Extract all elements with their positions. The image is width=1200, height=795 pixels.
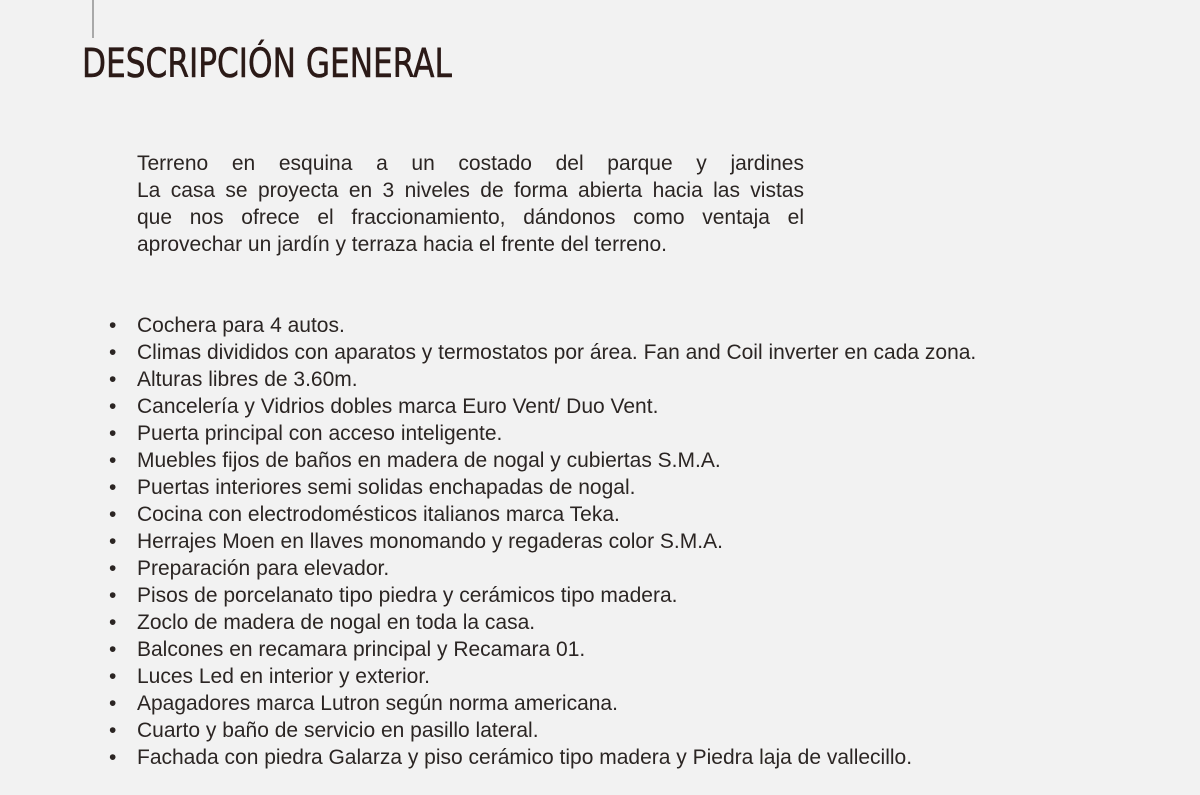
list-item bbox=[106, 339, 976, 366]
list-item-text: Luces Led en interior y exterior. bbox=[137, 665, 430, 688]
list-item-text: Zoclo de madera de nogal en toda la casa. bbox=[137, 611, 536, 634]
bullet-icon: • bbox=[109, 476, 117, 499]
list-item-text: Alturas libres de 3.60m. bbox=[137, 368, 358, 391]
bullet-icon: • bbox=[109, 746, 117, 769]
bullet-icon: • bbox=[109, 314, 117, 337]
list-item bbox=[106, 474, 976, 501]
accent-divider-line bbox=[92, 0, 94, 38]
list-item-text: Cochera para 4 autos. bbox=[137, 314, 345, 337]
list-item-text: Climas divididos con aparatos y termostatos por área. Fan and Coil inverter en cada zona. bbox=[137, 341, 977, 364]
list-item bbox=[106, 717, 976, 744]
bullet-icon: • bbox=[109, 665, 117, 688]
bullet-icon: • bbox=[109, 422, 117, 445]
list-item-text: Puertas interiores semi solidas enchapadas de nogal. bbox=[137, 476, 636, 499]
page-title: DESCRIPCIÓN GENERAL bbox=[82, 41, 452, 87]
features-list bbox=[106, 312, 976, 771]
list-item bbox=[106, 663, 976, 690]
list-item bbox=[106, 555, 976, 582]
list-item-text: Puerta principal con acceso inteligente. bbox=[137, 422, 503, 445]
intro-line: que nos ofrece el fraccionamiento, dándonos como ventaja el bbox=[137, 206, 804, 229]
list-item bbox=[106, 690, 976, 717]
list-item-text: Herrajes Moen en llaves monomando y regaderas color S.M.A. bbox=[137, 530, 723, 553]
bullet-icon: • bbox=[109, 530, 117, 553]
bullet-icon: • bbox=[109, 341, 117, 364]
list-item bbox=[106, 609, 976, 636]
list-item-text: Cocina con electrodomésticos italianos marca Teka. bbox=[137, 503, 620, 526]
list-item-text: Cancelería y Vidrios dobles marca Euro Vent/ Duo Vent. bbox=[137, 395, 659, 418]
bullet-icon: • bbox=[109, 638, 117, 661]
bullet-icon: • bbox=[109, 449, 117, 472]
bullet-icon: • bbox=[109, 395, 117, 418]
bullet-icon: • bbox=[109, 692, 117, 715]
bullet-icon: • bbox=[109, 557, 117, 580]
list-item bbox=[106, 312, 976, 339]
intro-line: La casa se proyecta en 3 niveles de forma abierta hacia las vistas bbox=[137, 179, 804, 202]
list-item-text: Apagadores marca Lutron según norma americana. bbox=[137, 692, 618, 715]
bullet-icon: • bbox=[109, 368, 117, 391]
list-item bbox=[106, 447, 976, 474]
list-item bbox=[106, 636, 976, 663]
list-item-text: Fachada con piedra Galarza y piso cerámico tipo madera y Piedra laja de vallecillo. bbox=[137, 746, 913, 769]
bullet-icon: • bbox=[109, 503, 117, 526]
list-item bbox=[106, 366, 976, 393]
list-item bbox=[106, 528, 976, 555]
bullet-icon: • bbox=[109, 584, 117, 607]
list-item-text: Muebles fijos de baños en madera de nogal y cubiertas S.M.A. bbox=[137, 449, 721, 472]
list-item bbox=[106, 582, 976, 609]
intro-line: aprovechar un jardín y terraza hacia el frente del terreno. bbox=[137, 233, 667, 256]
intro-line: Terreno en esquina a un costado del parque y jardines bbox=[137, 152, 804, 175]
list-item-text: Preparación para elevador. bbox=[137, 557, 390, 580]
list-item-text: Cuarto y baño de servicio en pasillo lateral. bbox=[137, 719, 539, 742]
list-item bbox=[106, 420, 976, 447]
list-item bbox=[106, 744, 976, 771]
bullet-icon: • bbox=[109, 611, 117, 634]
intro-paragraph bbox=[137, 150, 804, 258]
bullet-icon: • bbox=[109, 719, 117, 742]
list-item bbox=[106, 501, 976, 528]
list-item-text: Balcones en recamara principal y Recamara 01. bbox=[137, 638, 586, 661]
list-item bbox=[106, 393, 976, 420]
list-item-text: Pisos de porcelanato tipo piedra y cerámicos tipo madera. bbox=[137, 584, 678, 607]
